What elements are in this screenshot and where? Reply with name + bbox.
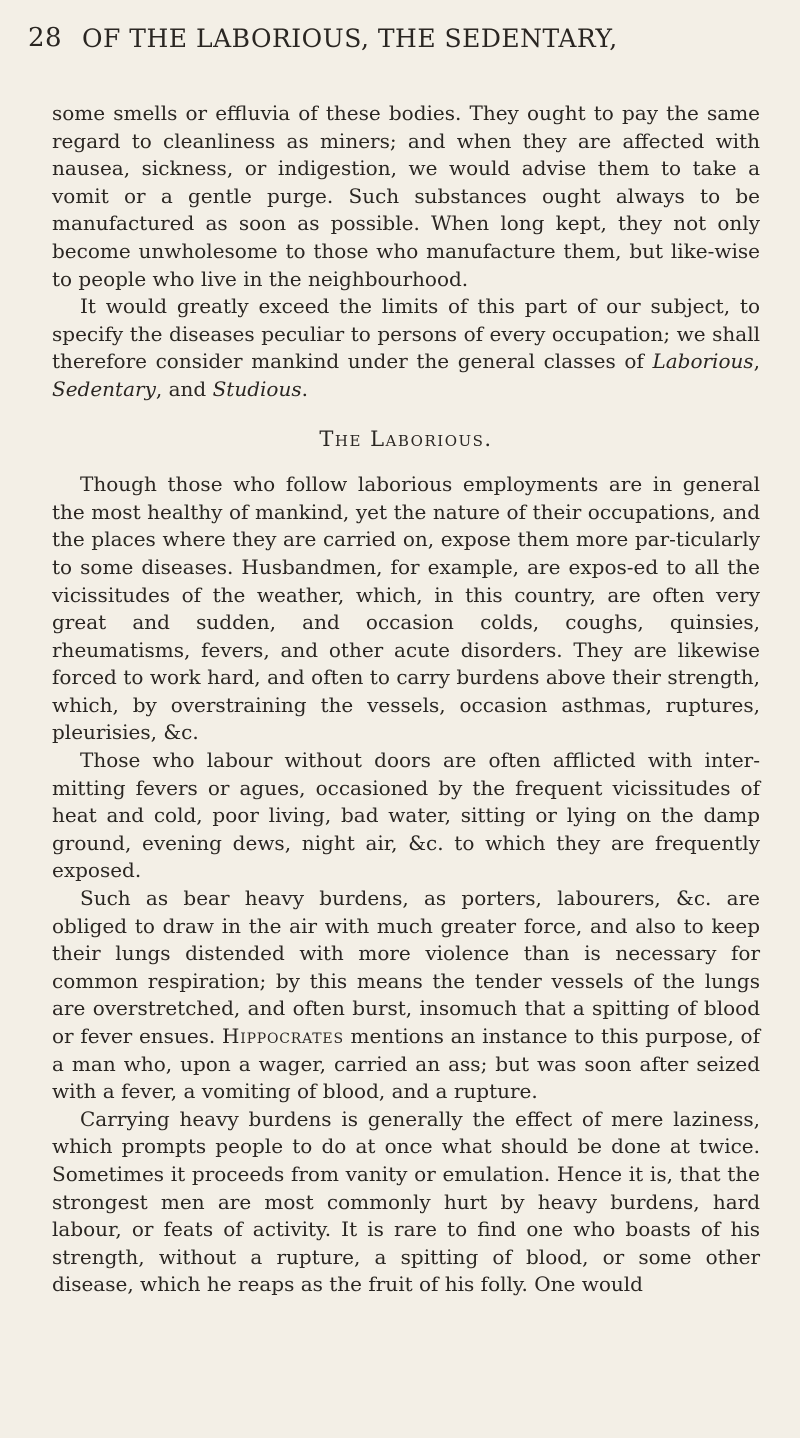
- class-separator-1: ,: [753, 349, 760, 374]
- section-heading: The Laborious.: [319, 426, 493, 451]
- running-title: OF THE LABORIOUS, THE SEDENTARY,: [82, 23, 618, 53]
- class-laborious: Laborious: [652, 349, 754, 374]
- body-text: [52, 100, 760, 1299]
- class-sedentary: Sedentary: [52, 376, 156, 401]
- class-studious: Studious: [212, 376, 302, 401]
- paragraph-continuation: some smells or effluvia of these bodies. They ought to pay the same regard to cleanliness as miners; and when they are affected with nausea, sickness, or indigestion, we would advise them to take a vomit or a gentle purge. Such substances ought always to be manufactured as soon as possible. When long kept, they not only become unwholesome to those who manufacture them, but like-wise to people who live in the neighbourhood.: [52, 101, 760, 291]
- author-name: Hippocrates: [222, 1024, 344, 1048]
- classes-intro-text: It would greatly exceed the limits of this part of our subject, to specify the diseases peculiar to persons of every occupation; we shall therefore consider mankind under the general classes of: [52, 294, 760, 374]
- class-separator-2: , and: [155, 376, 213, 401]
- paragraph-laborious-health: Though those who follow laborious employments are in general the most healthy of mankind, yet the nature of their occupations, and the places where they are carried on, expose them more par-ticularly to some diseases. Husbandmen, for example, are expos-ed to all the vicissitudes of the weather, which, in this country, are often very great and sudden, and occasion colds, coughs, quinsies, rheumatisms, fevers, and other acute disorders. They are likewise forced to work hard, and often to carry burdens above their strength, which, by overstraining the vessels, occasion asthmas, ruptures, pleurisies, &c.: [52, 472, 760, 745]
- page-number: 28: [28, 23, 63, 53]
- burdens-text-end: mentions an instance to this purpose, of a man who, upon a wager, carried an ass; but was soon after seized with a fever, a vomiting of blood, and a rupture.: [52, 1024, 760, 1104]
- running-head: [28, 16, 772, 60]
- paragraph-heavy-burdens: [52, 885, 760, 1106]
- paragraph-outdoor-labour: Those who labour without doors are often afflicted with inter-mitting fevers or agues, occasioned by the frequent vicissitudes of heat and cold, poor living, bad water, sitting or lying on the damp ground, evening dews, night air, &c. to which they are frequently exposed.: [52, 748, 760, 883]
- burdens-text: Such as bear heavy burdens, as porters, labourers, &c. are obliged to draw in the air with much greater force, and also to keep their lungs distended with more violence than is necessary for common respiration; by this means the tender vessels of the lungs are overstretched, and often burst, insomuch that a spitting of blood or fever ensues.: [52, 886, 760, 1048]
- paragraph-laziness: Carrying heavy burdens is generally the effect of mere laziness, which prompts people to do at once what should be done at twice. Sometimes it proceeds from vanity or emulation. Hence it is, that the strongest men are most commonly hurt by heavy burdens, hard labour, or feats of activity. It is rare to find one who boasts of his strength, without a rupture, a spitting of blood, or some other disease, which he reaps as the fruit of his folly. One would: [52, 1106, 760, 1297]
- paragraph-classes: [52, 293, 760, 403]
- classes-end-text: .: [301, 376, 308, 401]
